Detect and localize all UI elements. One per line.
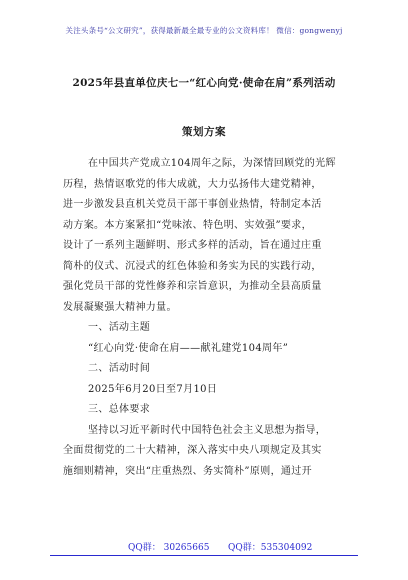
body-line: 简朴的仪式、沉浸式的红色体验和务实为民的实践行动， [63,260,322,272]
body-line: 在中国共产党成立104周年之际，为深情回顾党的光辉 [88,158,336,169]
body-line: 全面贯彻党的二十大精神，深入落实中央八项规定及其实 [63,445,322,456]
document-body [63,154,351,482]
body-line: 三、总体要求 [88,404,151,415]
body-line: 二、活动时间 [88,363,151,374]
body-line: 进一步激发县直机关党员干部干事创业热情，特制定本活 [63,199,322,210]
body-line: “红心向党·使命在肩——献礼建党104周年” [88,342,289,354]
body-line: 历程，热情讴歌党的伟大成就，大力弘扬伟大建党精神， [63,178,322,190]
body-line: 施细则精神，突出“庄重热烈、务实简朴”原则，通过开 [63,465,312,477]
body-line: 动方案。本方案紧扣“党味浓、特色明、实效强”要求， [63,219,312,231]
body-line: 强化党员干部的党性修养和宗旨意识，为推动全县高质量 [63,281,322,292]
body-line: 发展凝聚强大精神力量。 [63,301,177,313]
body-line: 2025年6月20日至7月10日 [88,383,218,395]
header-banner[interactable]: 关注头条号“公文研究”，获得最新最全最专业的公文资料库！ 微信：gongwenyj [65,26,343,35]
body-line: 一、活动主题 [88,322,151,333]
document-title: 2025年县直单位庆七一“红心向党·使命在肩”系列活动 [72,77,336,89]
footer-underline [50,555,358,556]
footer-qq-group-1[interactable]: QQ群： 30265665 [128,543,210,553]
body-line: 设计了一系列主题鲜明、形式多样的活动，旨在通过庄重 [63,240,322,251]
document-subtitle: 策划方案 [182,126,226,138]
footer-qq-group-2[interactable]: QQ群：535304092 [228,543,313,553]
body-line: 坚持以习近平新时代中国特色社会主义思想为指导， [88,424,327,436]
